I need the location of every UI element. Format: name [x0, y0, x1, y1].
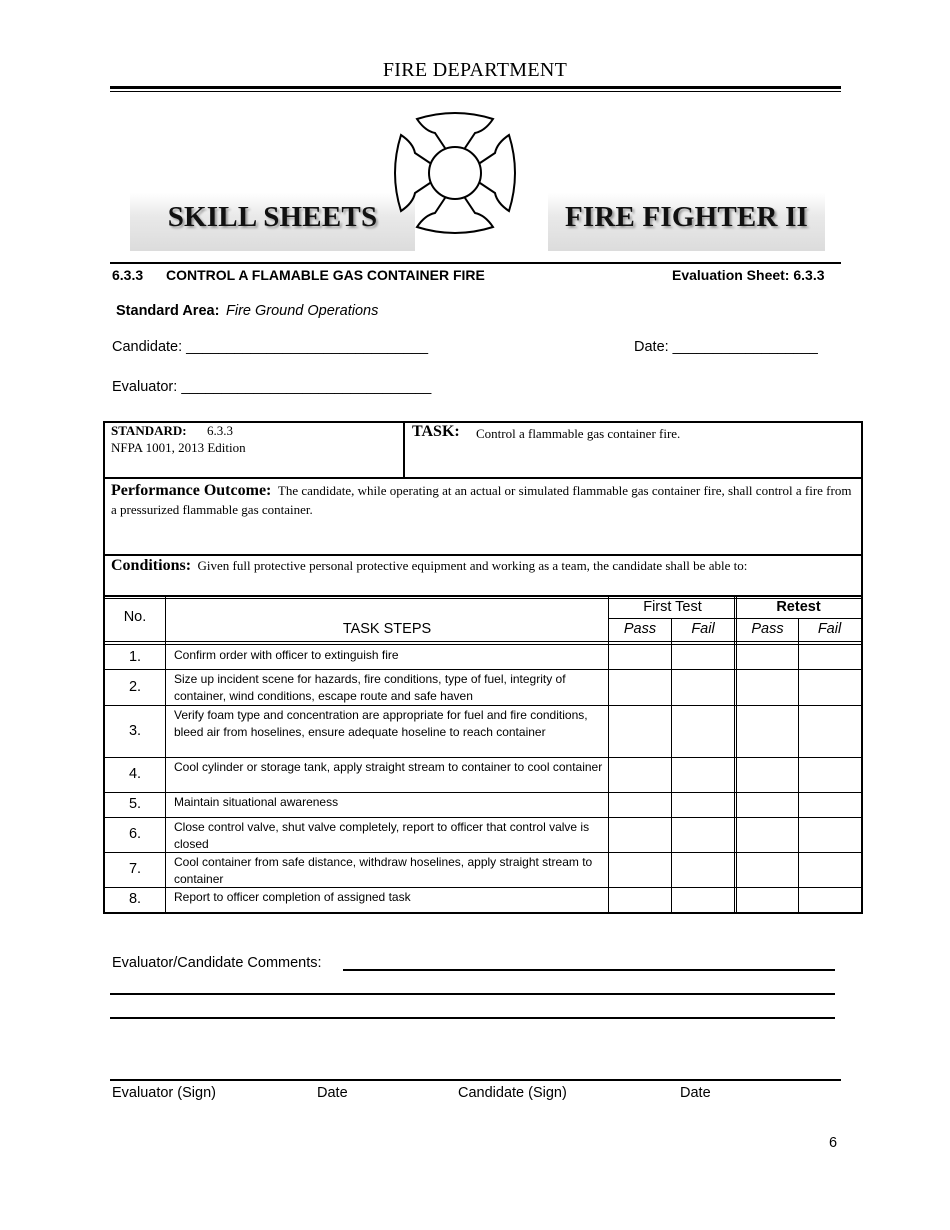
row-number: 5. [128, 796, 142, 812]
task-step: Cool cylinder or storage tank, apply straight stream to container to cool container [174, 760, 603, 774]
row-line [104, 757, 861, 758]
page-number: 6 [829, 1135, 838, 1151]
standard-value: 6.3.3 [207, 423, 233, 438]
row-number: 4. [128, 766, 142, 782]
col-line-no [165, 597, 166, 912]
standard-area-value: Fire Ground Operations [226, 303, 379, 319]
comments-line[interactable] [110, 993, 835, 995]
divider-passfail [609, 618, 861, 619]
conditions-text: Given full protective personal protective equipment and working as a team, the candidate shall be able to: [197, 558, 748, 573]
signature-rule [110, 1079, 841, 1081]
standard-edition: NFPA 1001, 2013 Edition [111, 440, 246, 455]
task-value: Control a flammable gas container fire. [476, 426, 681, 441]
maltese-cross-icon [393, 111, 517, 235]
column-header-fail: Fail [691, 621, 715, 637]
banner-fire-fighter [548, 193, 825, 251]
row-line [104, 817, 861, 818]
col-line-first-b [736, 597, 737, 912]
col-line-first [734, 597, 735, 912]
row-line [104, 792, 861, 793]
col-line-pass2 [798, 618, 799, 912]
divider-performance [104, 554, 861, 556]
conditions [111, 557, 853, 575]
sheet-number: 6.3.3 [112, 267, 144, 283]
banner-right-text: FIRE FIGHTER II [564, 201, 809, 233]
row-number: 3. [128, 723, 142, 739]
evaluator-sign-label: Evaluator (Sign) [112, 1085, 216, 1101]
candidate-field[interactable]: Candidate: ______________________________ [112, 339, 429, 355]
column-header-pass: Pass [623, 621, 657, 637]
task-step: Cool container from safe distance, withdraw hoselines, apply straight stream to container [174, 855, 593, 886]
task-label: TASK: [412, 423, 460, 440]
row-number: 2. [128, 679, 142, 695]
title-rule [110, 262, 841, 264]
banner-skill-sheets [130, 193, 415, 251]
comments-label: Evaluator/Candidate Comments: [112, 955, 322, 971]
divider-header-a [104, 641, 861, 642]
task-step: Maintain situational awareness [174, 795, 339, 809]
comments-line[interactable] [110, 1017, 835, 1019]
col-line-pass1 [671, 618, 672, 912]
column-header-first-test: First Test [643, 599, 702, 615]
evaluator-field[interactable]: Evaluator: _______________________________ [112, 379, 432, 395]
row-line [104, 669, 861, 670]
task-step: Confirm order with officer to extinguish fire [174, 648, 399, 662]
row-number: 7. [128, 861, 142, 877]
task-step: Size up incident scene for hazards, fire conditions, type of fuel, integrity of container, wind conditions, escape route and safe haven [174, 672, 566, 703]
header-rule-thin [110, 91, 841, 92]
row-number: 6. [128, 826, 142, 842]
row-line [104, 705, 861, 706]
department-header: FIRE DEPARTMENT [382, 59, 568, 81]
column-header-no: No. [123, 609, 147, 625]
candidate-sign-label: Candidate (Sign) [458, 1085, 567, 1101]
task-step: Verify foam type and concentration are appropriate for fuel and fire conditions, bleed air from hoselines, ensure adequate hoseline to reach container [174, 708, 588, 739]
column-header-retest: Retest [776, 599, 821, 615]
comments-line[interactable] [343, 969, 835, 971]
performance-outcome [111, 481, 853, 519]
col-line-steps [608, 597, 609, 912]
evaluation-sheet-number: Evaluation Sheet: 6.3.3 [672, 267, 825, 283]
task-step: Report to officer completion of assigned task [174, 890, 411, 904]
date-field[interactable]: Date: __________________ [634, 339, 818, 355]
candidate-date-label: Date [680, 1085, 711, 1101]
conditions-label: Conditions: [111, 557, 192, 574]
column-header-fail: Fail [817, 621, 842, 637]
standard-area-label: Standard Area: [116, 303, 220, 319]
row-number: 1. [128, 649, 142, 665]
task-step: Close control valve, shut valve completely, report to officer that control valve is closed [174, 820, 590, 851]
column-header-pass: Pass [751, 621, 784, 637]
banner-left-text: SKILL SHEETS [167, 201, 378, 233]
divider-task [403, 423, 405, 478]
standard-label: STANDARD: [111, 423, 187, 438]
evaluator-date-label: Date [317, 1085, 348, 1101]
performance-text: The candidate, while operating at an actual or simulated flammable gas container fire, shall control a fire from a pressurized flammable gas container. [111, 483, 852, 517]
divider-header-b [104, 644, 861, 645]
performance-label: Performance Outcome: [111, 482, 272, 499]
row-line [104, 852, 861, 853]
divider-conditions [104, 595, 861, 597]
row-line [104, 887, 861, 888]
sheet-title: CONTROL A FLAMABLE GAS CONTAINER FIRE [166, 267, 485, 283]
column-header-task-steps: TASK STEPS [342, 621, 432, 637]
header-rule [110, 86, 841, 89]
divider-standard [104, 477, 861, 479]
row-number: 8. [128, 891, 142, 907]
